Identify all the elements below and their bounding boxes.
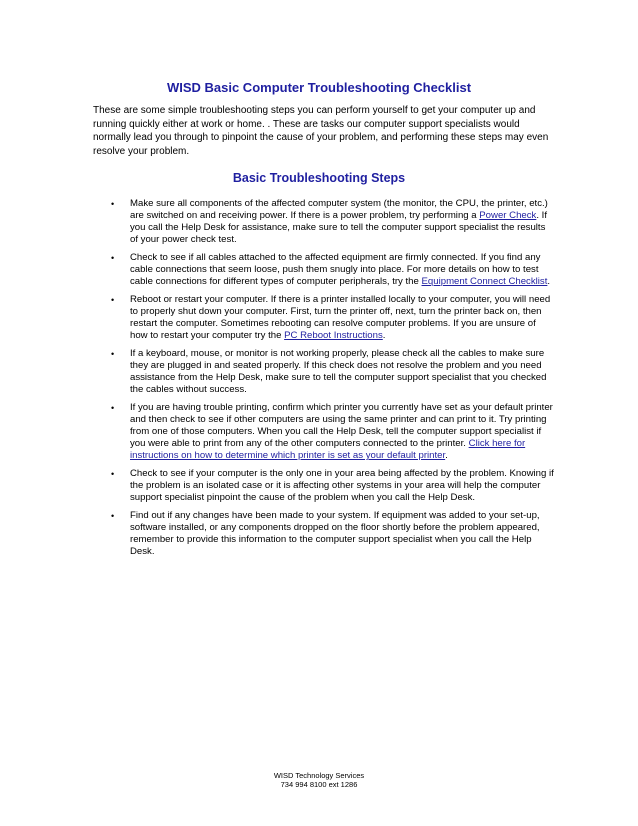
step-text: Reboot or restart your computer. If there is a printer installed locally to your computer, you will need to properly shut down your computer. First, turn the printer off, next, turn the printer back on, then restart the computer. Sometimes rebooting can resolve computer problems. If you are unsure of how to restart your computer try the xyxy=(130,294,551,341)
step-text-end: . If you call the Help Desk for assistance, make sure to tell the computer support specialist the results of your power check test. xyxy=(130,210,548,245)
list-item xyxy=(93,510,555,558)
bullet-icon: • xyxy=(111,511,115,521)
default-printer-instructions-link[interactable]: Click here for instructions on how to determine which printer is set as your default printer xyxy=(130,438,526,461)
list-item xyxy=(93,402,555,462)
steps-list xyxy=(93,198,555,564)
page-footer xyxy=(0,771,638,789)
intro-paragraph: These are some simple troubleshooting steps you can perform yourself to get your computer up and running quickly either at work or home. . These are tasks our computer support specialists would normally lead you through to pinpoint the cause of your problem, and performing these steps may even resolve your problem. xyxy=(93,105,549,157)
equipment-connect-checklist-link[interactable]: Equipment Connect Checklist xyxy=(421,276,548,287)
step-text: Find out if any changes have been made to your system. If equipment was added to your set-up, software installed, or any components dropped on the floor shortly before the problem appeared, remember to provide this information to the computer support specialist when you call the Help Desk. xyxy=(130,510,540,557)
step-text: Make sure all components of the affected computer system (the monitor, the CPU, the printer, etc.) are switched on and receiving power. If there is a power problem, try performing a xyxy=(130,198,548,221)
document-title: WISD Basic Computer Troubleshooting Checklist xyxy=(166,80,472,95)
list-item xyxy=(93,348,555,396)
pc-reboot-instructions-link[interactable]: PC Reboot Instructions xyxy=(284,330,383,341)
footer-org: WISD Technology Services xyxy=(273,771,365,780)
step-text: Check to see if all cables attached to the affected equipment are firmly connected. If you find any cable connections that seem loose, push them snugly into place. For more details on how to test cable connections for different types of computer peripherals, try the xyxy=(130,252,541,287)
bullet-icon: • xyxy=(111,469,115,479)
bullet-icon: • xyxy=(111,295,115,305)
section-heading: Basic Troubleshooting Steps xyxy=(232,171,406,185)
step-text-end: . xyxy=(382,330,386,341)
step-text: Check to see if your computer is the only one in your area being affected by the problem. Knowing if the problem is an isolated case or it is affecting other systems in your area will help the computer support specialist pinpoint the cause of the problem when you call the Help Desk. xyxy=(130,468,554,503)
list-item xyxy=(93,198,555,246)
step-text-end: . xyxy=(547,276,551,287)
step-text: If you are having trouble printing, confirm which printer you currently have set as your default printer and then check to see if other computers are using the same printer and can print to it. Try printing from one of those computers. When you call the Help Desk, tell the computer support specialist if you were able to print from any of the other computers connected to the printer. xyxy=(130,402,553,449)
bullet-icon: • xyxy=(111,349,115,359)
list-item xyxy=(93,468,555,504)
power-check-link[interactable]: Power Check xyxy=(479,210,537,221)
bullet-icon: • xyxy=(111,199,115,209)
list-item xyxy=(93,294,555,342)
bullet-icon: • xyxy=(111,403,115,413)
step-text-end: . xyxy=(445,450,448,461)
footer-phone: 734 994 8100 ext 1286 xyxy=(280,780,358,789)
step-text: If a keyboard, mouse, or monitor is not working properly, please check all the cables to make sure they are plugged in and seated properly. If this check does not resolve the problem and you need assistance from the Help Desk, make sure to tell the computer support specialist that you checked the cables without success. xyxy=(130,348,547,395)
list-item xyxy=(93,252,555,288)
bullet-icon: • xyxy=(111,253,115,263)
